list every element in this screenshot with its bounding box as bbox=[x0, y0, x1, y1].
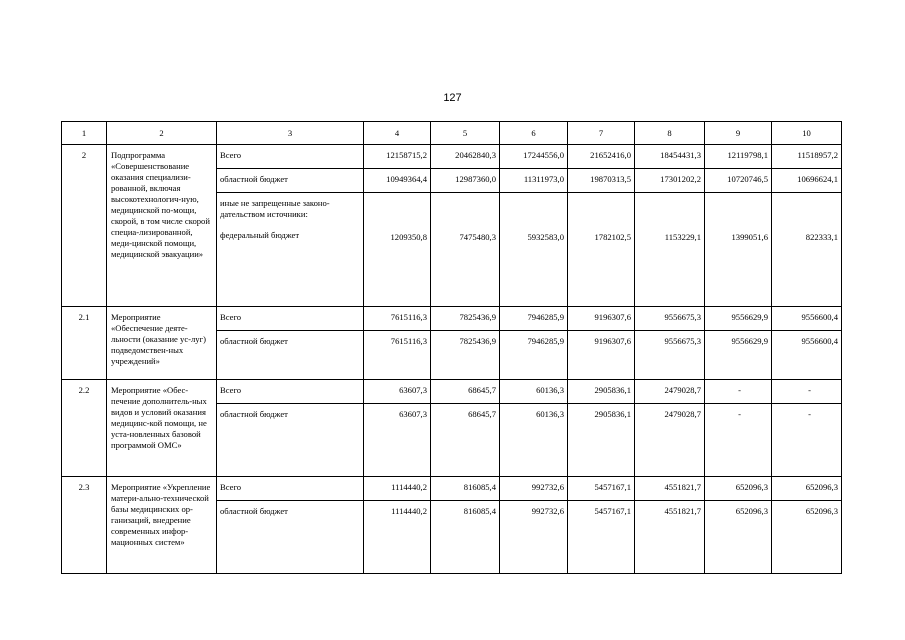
value-cell: 10949364,4 bbox=[364, 169, 431, 193]
table-row bbox=[62, 380, 842, 404]
value-cell bbox=[431, 193, 500, 307]
value-cell: 68645,7 bbox=[431, 380, 500, 404]
header-row bbox=[62, 122, 842, 145]
table-row bbox=[62, 477, 842, 501]
value-cell: 63607,3 bbox=[364, 380, 431, 404]
header-cell: 3 bbox=[217, 122, 364, 145]
value-cell: 992732,6 bbox=[500, 477, 568, 501]
row-number: 2.3 bbox=[62, 477, 107, 574]
header-cell: 5 bbox=[431, 122, 500, 145]
value-cell: 11518957,2 bbox=[772, 145, 842, 169]
value-text: 1153229,1 bbox=[664, 232, 701, 242]
value-cell: 12119798,1 bbox=[705, 145, 772, 169]
program-name: Мероприятие «Обес-печение дополнитель-ных видов и условий оказания медицинс-кой помощи, не уста-новленных базовой программой ОМС» bbox=[107, 380, 217, 477]
value-cell bbox=[500, 193, 568, 307]
value-cell: - bbox=[772, 380, 842, 404]
value-cell: 9556675,3 bbox=[635, 307, 705, 331]
source-cell: областной бюджет bbox=[217, 331, 364, 380]
table-body bbox=[62, 145, 842, 574]
source-cell: областной бюджет bbox=[217, 501, 364, 574]
value-text: 1399051,6 bbox=[731, 232, 768, 242]
value-cell: 652096,3 bbox=[772, 501, 842, 574]
value-cell: 2905836,1 bbox=[568, 404, 635, 477]
value-cell: 7615116,3 bbox=[364, 331, 431, 380]
source-cell: Всего bbox=[217, 307, 364, 331]
header-cell: 1 bbox=[62, 122, 107, 145]
value-cell: 60136,3 bbox=[500, 380, 568, 404]
value-cell bbox=[772, 193, 842, 307]
value-cell: 11311973,0 bbox=[500, 169, 568, 193]
value-cell: 1114440,2 bbox=[364, 501, 431, 574]
value-cell: 7946285,9 bbox=[500, 331, 568, 380]
source-cell: Всего bbox=[217, 477, 364, 501]
value-cell: 7825436,9 bbox=[431, 331, 500, 380]
header-cell: 7 bbox=[568, 122, 635, 145]
value-cell: 12158715,2 bbox=[364, 145, 431, 169]
value-cell: - bbox=[772, 404, 842, 477]
value-cell: 2479028,7 bbox=[635, 404, 705, 477]
header-cell: 4 bbox=[364, 122, 431, 145]
value-cell: 68645,7 bbox=[431, 404, 500, 477]
header-cell: 9 bbox=[705, 122, 772, 145]
source-cell: Всего bbox=[217, 145, 364, 169]
table-header bbox=[62, 122, 842, 145]
value-cell: 21652416,0 bbox=[568, 145, 635, 169]
row-number: 2.1 bbox=[62, 307, 107, 380]
program-name: Мероприятие «Обеспечение деяте-льности (оказание ус-луг) подведомствен-ных учреждений» bbox=[107, 307, 217, 380]
value-cell: 5457167,1 bbox=[568, 477, 635, 501]
value-cell: 9556675,3 bbox=[635, 331, 705, 380]
value-cell: 7946285,9 bbox=[500, 307, 568, 331]
program-name: Подпрограмма «Совершенствование оказания специализи-рованной, включая высокотехнологич-ную, медицинской по-мощи, скорой, в том числе скорой специа-лизированной, меди-цинской помощи, медицинской эвакуации» bbox=[107, 145, 217, 307]
value-cell: 7615116,3 bbox=[364, 307, 431, 331]
value-text: 1782102,5 bbox=[594, 232, 631, 242]
value-cell: 652096,3 bbox=[772, 477, 842, 501]
value-cell: 1114440,2 bbox=[364, 477, 431, 501]
value-cell: 992732,6 bbox=[500, 501, 568, 574]
value-cell: 816085,4 bbox=[431, 477, 500, 501]
value-cell: 4551821,7 bbox=[635, 501, 705, 574]
value-cell: 17301202,2 bbox=[635, 169, 705, 193]
value-text: 7475480,3 bbox=[459, 232, 496, 242]
value-cell: 10720746,5 bbox=[705, 169, 772, 193]
value-text: 822333,1 bbox=[805, 232, 838, 242]
value-cell: 2479028,7 bbox=[635, 380, 705, 404]
value-cell: 5457167,1 bbox=[568, 501, 635, 574]
value-cell bbox=[705, 193, 772, 307]
value-cell: 9556600,4 bbox=[772, 307, 842, 331]
value-cell: 60136,3 bbox=[500, 404, 568, 477]
value-cell: 12987360,0 bbox=[431, 169, 500, 193]
source-cell: областной бюджет bbox=[217, 169, 364, 193]
header-cell: 2 bbox=[107, 122, 217, 145]
value-cell: 9556600,4 bbox=[772, 331, 842, 380]
value-cell: 4551821,7 bbox=[635, 477, 705, 501]
value-cell: 652096,3 bbox=[705, 501, 772, 574]
header-cell: 6 bbox=[500, 122, 568, 145]
value-cell: 9556629,9 bbox=[705, 307, 772, 331]
source-note: иные не запрещенные законо-дательством источники: bbox=[220, 198, 330, 219]
source-cell bbox=[217, 193, 364, 307]
row-number: 2 bbox=[62, 145, 107, 307]
source-label: федеральный бюджет bbox=[220, 230, 300, 240]
value-cell: 7825436,9 bbox=[431, 307, 500, 331]
value-cell: - bbox=[705, 380, 772, 404]
value-cell: 9196307,6 bbox=[568, 307, 635, 331]
page-number: 127 bbox=[443, 92, 462, 104]
value-cell: - bbox=[705, 404, 772, 477]
value-cell: 652096,3 bbox=[705, 477, 772, 501]
value-cell: 9196307,6 bbox=[568, 331, 635, 380]
value-cell: 19870313,5 bbox=[568, 169, 635, 193]
table-row bbox=[62, 145, 842, 169]
value-cell: 816085,4 bbox=[431, 501, 500, 574]
header-cell: 8 bbox=[635, 122, 705, 145]
value-cell: 17244556,0 bbox=[500, 145, 568, 169]
value-cell: 20462840,3 bbox=[431, 145, 500, 169]
value-cell: 63607,3 bbox=[364, 404, 431, 477]
header-cell: 10 bbox=[772, 122, 842, 145]
value-cell: 2905836,1 bbox=[568, 380, 635, 404]
source-cell: Всего bbox=[217, 380, 364, 404]
budget-table bbox=[61, 121, 842, 574]
value-cell bbox=[364, 193, 431, 307]
value-cell bbox=[568, 193, 635, 307]
value-text: 1209350,8 bbox=[390, 232, 427, 242]
row-number: 2.2 bbox=[62, 380, 107, 477]
value-cell: 9556629,9 bbox=[705, 331, 772, 380]
value-text: 5932583,0 bbox=[527, 232, 564, 242]
value-cell: 18454431,3 bbox=[635, 145, 705, 169]
program-name: Мероприятие «Укрепление матери-ально-технической базы медицинских ор-ганизаций, внедрение современных инфор-мационных систем» bbox=[107, 477, 217, 574]
value-cell: 10696624,1 bbox=[772, 169, 842, 193]
table-row bbox=[62, 307, 842, 331]
source-cell: областной бюджет bbox=[217, 404, 364, 477]
value-cell bbox=[635, 193, 705, 307]
